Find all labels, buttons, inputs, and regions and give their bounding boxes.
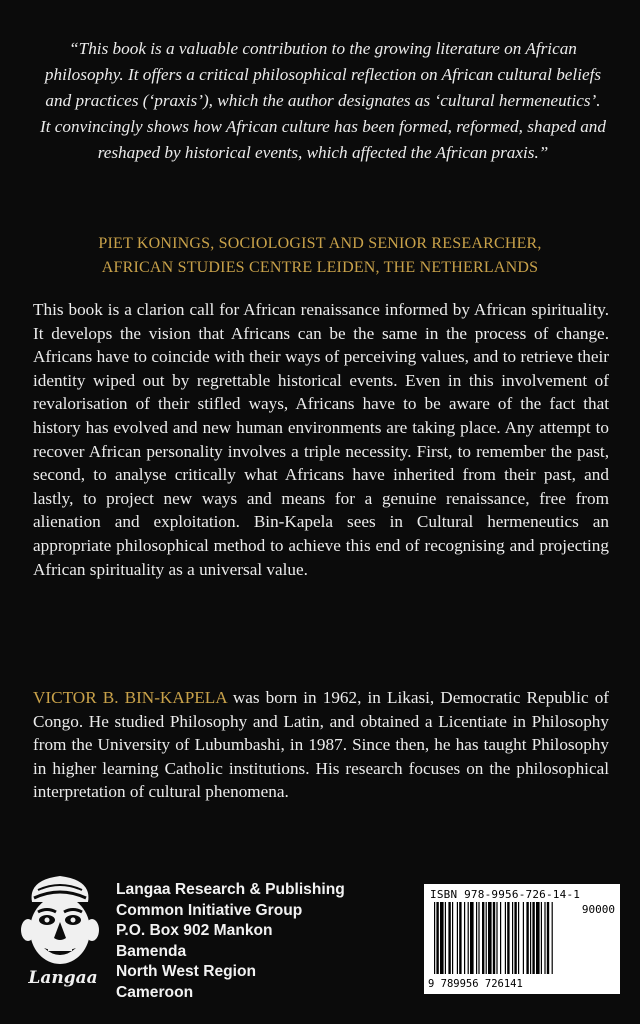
publisher-logo bbox=[14, 872, 106, 994]
book-description: This book is a clarion call for African renaissance informed by African spirituality. It develops the vision that Africans can be the same in the process of change. Africans have to coincide with their ways of perceiving values, and to retrieve their identity wiped out by regrettable historical events. Even in this involvement of revalorisation of their stifled ways, Africans have to be aware of the fact that history has evolved and new human environments are taking place. Any attempt to recover African personality involves a triple necessity. First, to remember the past, second, to analyse critically what Africans have inherited from their past, and lastly, to project new ways and means for a genuine renaissance, free from alienation and exploitation. Bin-Kapela sees in Cultural hermeneutics an appropriate philosophical method to achieve this end of recognising and projecting African spirituality as a universal value. bbox=[33, 300, 609, 579]
isbn-barcode bbox=[424, 884, 620, 994]
mask-face-icon bbox=[14, 872, 106, 972]
endorsement-attribution bbox=[20, 232, 620, 280]
barcode-bars-icon bbox=[434, 902, 604, 978]
address-line: Common Initiative Group bbox=[116, 901, 303, 919]
publisher-address bbox=[116, 880, 345, 1004]
address-line: P.O. Box 902 Mankon bbox=[116, 922, 273, 940]
isbn-number: ISBN 978-9956-726-14-1 bbox=[430, 888, 581, 901]
attribution-line-1: PIET KONINGS, SOCIOLOGIST AND SENIOR RESEARCHER, bbox=[98, 235, 542, 252]
author-bio-text: was born in 1962, in Likasi, Democratic Republic of Congo. He studied Philosophy and Latin, and obtained a Licentiate in Philosophy from the University of Lubumbashi, in 1987. Since then, he has taught Philosophy in higher learning Catholic institutions. His research focuses on the philosophical interpretation of cultural phenomena. bbox=[33, 688, 610, 802]
endorsement-quote: “This book is a valuable contribution to the growing literature on African philosophy. It offers a critical philosophical reflection on African cultural beliefs and practices (‘praxis’), which the author designates as ‘cultural hermeneutics’. It convincingly shows how African culture has been formed, reformed, shaped and reshaped by historical events, which affected the African praxis.” bbox=[40, 39, 606, 162]
address-line: North West Region bbox=[116, 963, 257, 981]
address-line: Langaa Research & Publishing bbox=[116, 881, 345, 898]
price-code: 90000 bbox=[581, 903, 615, 916]
address-line: Cameroon bbox=[116, 983, 194, 1001]
attribution-line-2: AFRICAN STUDIES CENTRE LEIDEN, THE NETHERLANDS bbox=[101, 259, 539, 276]
barcode-digits: 9 789956 726141 bbox=[428, 978, 523, 990]
author-name: VICTOR B. BIN-KAPELA bbox=[33, 688, 227, 707]
address-line: Bamenda bbox=[116, 942, 187, 960]
author-bio bbox=[33, 686, 609, 804]
publisher-logo-text: Langaa bbox=[28, 968, 98, 988]
